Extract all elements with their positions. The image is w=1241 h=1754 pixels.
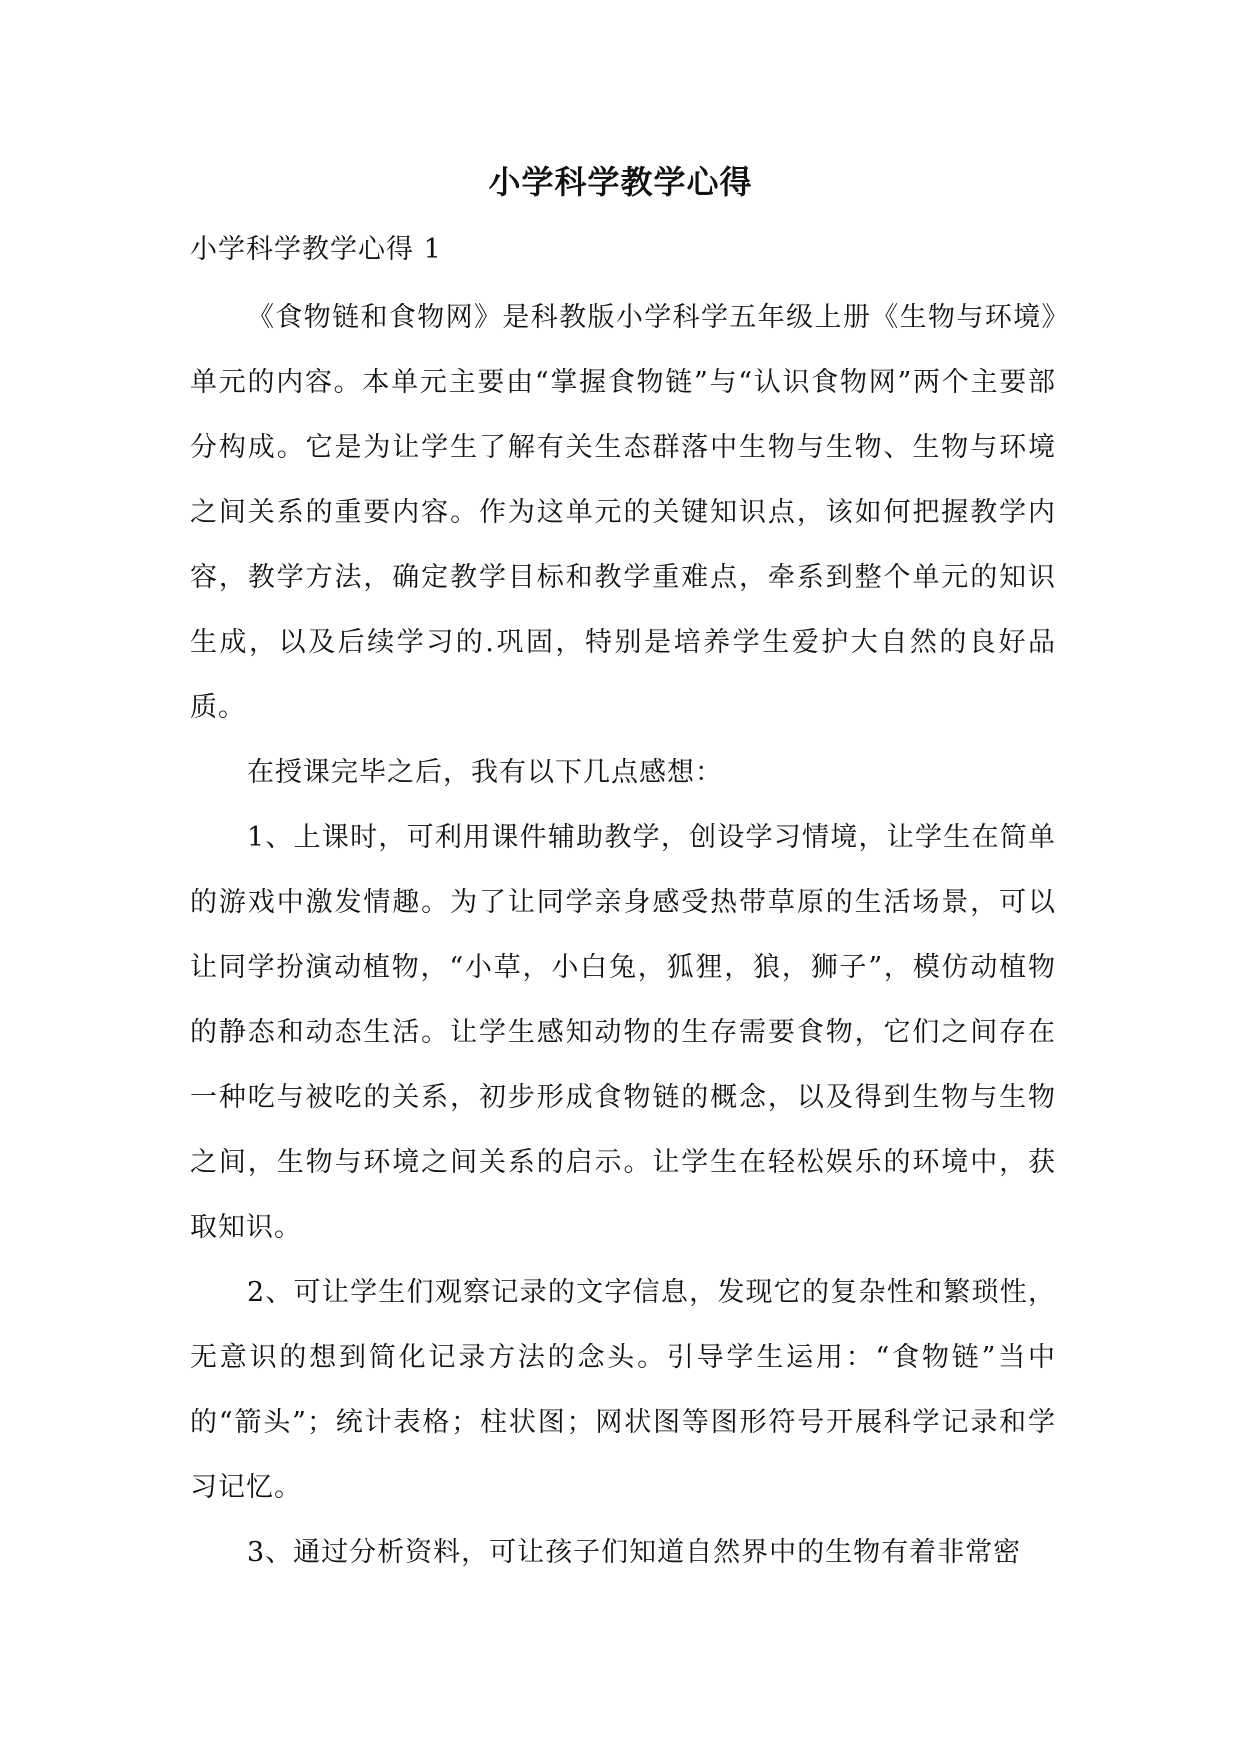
- paragraph-point-2: 2、可让学生们观察记录的文字信息，发现它的复杂性和繁琐性，无意识的想到简化记录方法的念头。引导学生运用：“食物链”当中的“箭头”；统计表格；柱状图；网状图等图形符号开展科学记录和学习记忆。: [190, 1277, 1056, 1503]
- section-heading: 小学科学教学心得 1: [190, 234, 442, 265]
- paragraph-intro: 《食物链和食物网》是科教版小学科学五年级上册《生物与环境》单元的内容。本单元主要由“掌握食物链”与“认识食物网”两个主要部分构成。它是为让学生了解有关生态群落中生物与生物、生物与环境之间关系的重要内容。作为这单元的关键知识点，该如何把握教学内容，教学方法，确定教学目标和教学重难点，牵系到整个单元的知识生成，以及后续学习的.巩固，特别是培养学生爱护大自然的良好品质。: [190, 302, 1056, 723]
- page-title: 小学科学教学心得: [488, 163, 753, 201]
- paragraph-point-1: 1、上课时，可利用课件辅助教学，创设学习情境，让学生在简单的游戏中激发情趣。为了让同学亲身感受热带草原的生活场景，可以让同学扮演动植物，“小草，小白兔，狐狸，狼，狮子”，模仿动植物的静态和动态生活。让学生感知动物的生存需要食物，它们之间存在一种吃与被吃的关系，初步形成食物链的概念，以及得到生物与生物之间，生物与环境之间关系的启示。让学生在轻松娱乐的环境中，获取知识。: [190, 822, 1056, 1243]
- document-body: [190, 228, 1056, 1585]
- paragraph-point-3: 3、通过分析资料，可让孩子们知道自然界中的生物有着非常密: [247, 1537, 1022, 1568]
- paragraph-reflection-lead: 在授课完毕之后，我有以下几点感想：: [247, 757, 723, 788]
